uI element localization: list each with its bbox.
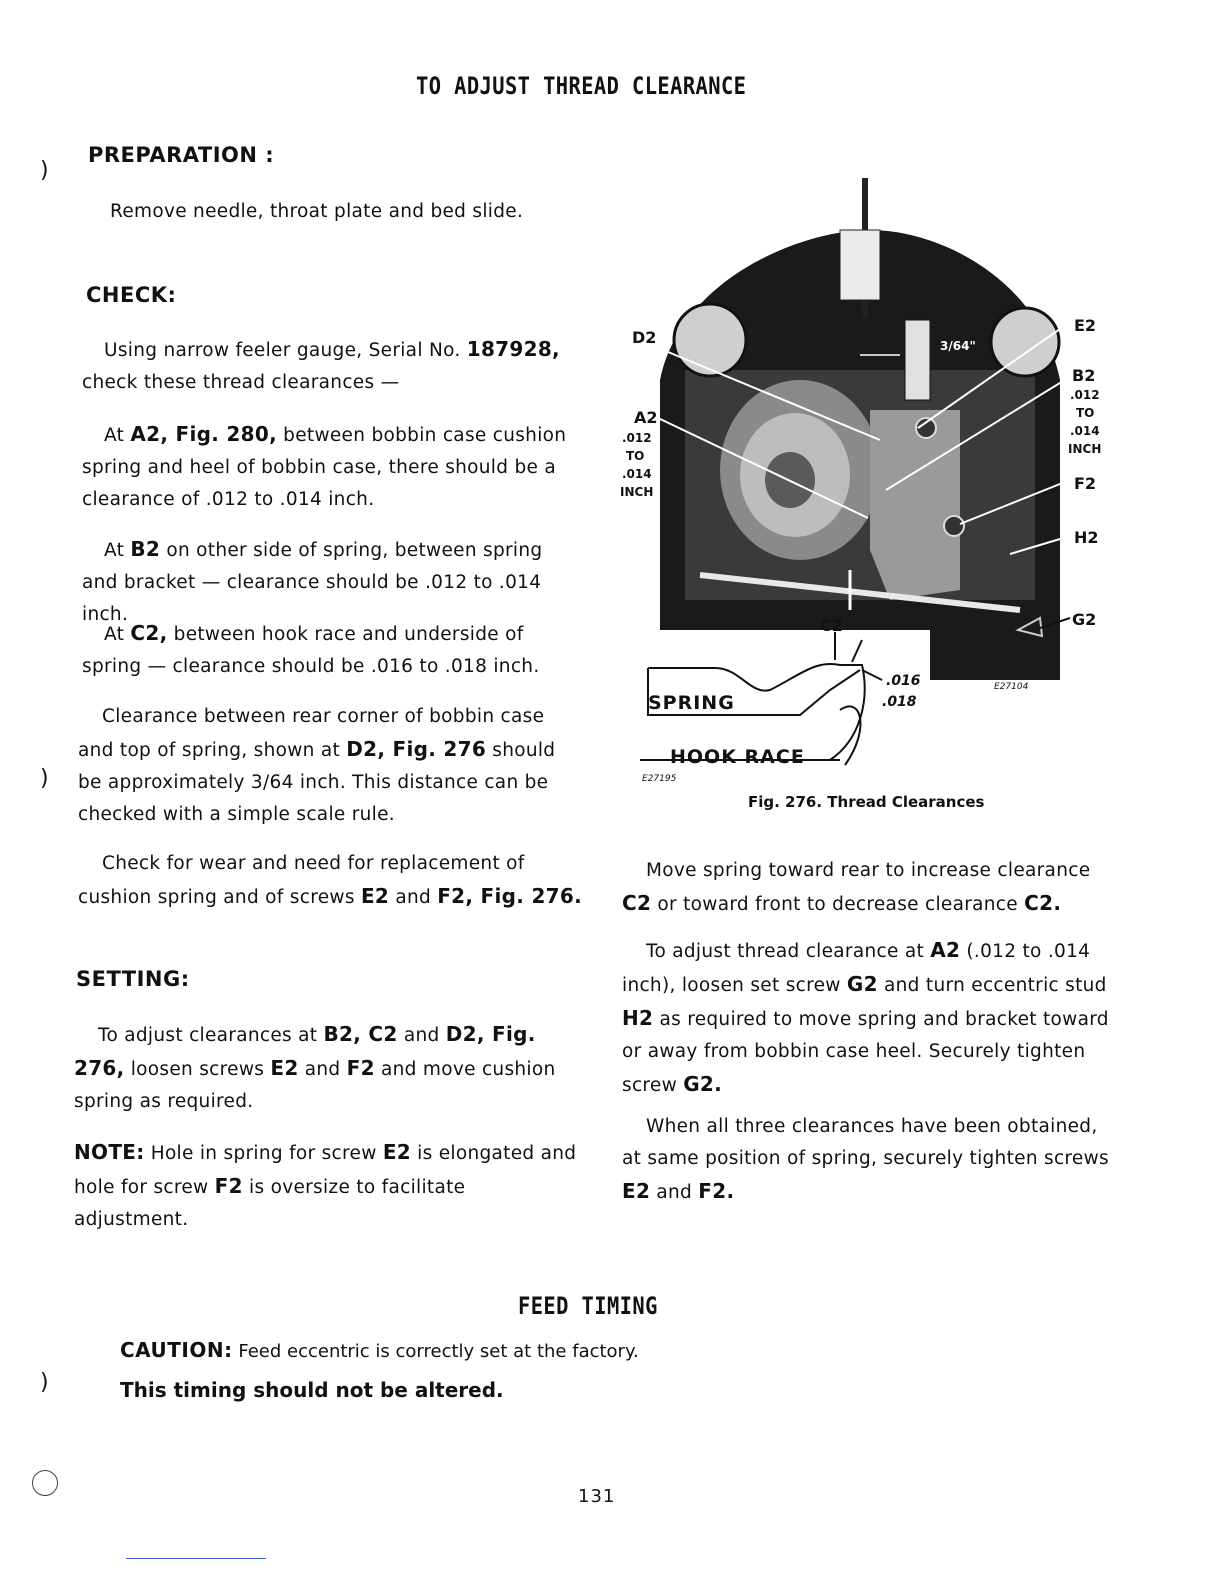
label-d2: D2 [632,328,657,347]
label-code-e27195: E27195 [642,774,677,784]
check-paragraph-1: Using narrow feeler gauge, Serial No. 187928, check these thread clearances — [82,337,560,393]
label-h2: H2 [1074,528,1099,547]
check-paragraph-2: At A2, Fig. 280, between bobbin case cushion spring and heel of bobbin case, there should be a clearance of .012 to .014 inch. [82,422,567,510]
right-paragraph-2: To adjust thread clearance at A2 (.012 to .014 inch), loosen set screw G2 and turn eccentric stud H2 as required to move spring and bracket toward or away from bobbin case heel. Securely tighten screw G2. [622,938,1109,1096]
label-spring: SPRING [648,692,735,714]
label-e2: E2 [1074,316,1097,335]
label-016: .016 [886,673,921,689]
label-a2-to: TO [626,449,645,463]
setting-paragraph: To adjust clearances at B2, C2 and D2, Fig. 276, loosen screws E2 and F2 and move cushion spring as required. [74,1022,556,1112]
label-a2-014: .014 [622,467,652,481]
right-paragraph-3: When all three clearances have been obtained, at same position of spring, securely tighten screws E2 and F2. [622,1116,1109,1203]
timing-warning: This timing should not be altered. [120,1378,504,1402]
label-hook-race: HOOK RACE [670,746,805,768]
caution-label: CAUTION: [120,1338,233,1362]
margin-mark: ) [40,158,49,183]
caution-line: CAUTION: Feed eccentric is correctly set at the factory. [120,1338,639,1362]
check-paragraph-4: At C2, between hook race and underside of spring — clearance should be .016 to .018 inch. [82,621,540,677]
setting-heading: SETTING: [76,967,190,991]
page-number: 131 [578,1486,616,1507]
check-paragraph-3: At B2 on other side of spring, between spring and bracket — clearance should be .012 to .014 inch. [82,537,543,625]
page-title: TO ADJUST THREAD CLEARANCE [416,72,747,100]
margin-mark: ) [40,1370,49,1395]
label-018: .018 [882,694,917,710]
check-paragraph-5: Clearance between rear corner of bobbin case and top of spring, shown at D2, Fig. 276 should be approximately 3/64 inch. This distance can be checked with a simple scale rule. [78,706,556,825]
label-b2-to: TO [1076,406,1095,420]
figure-caption: Fig. 276. Thread Clearances [748,793,985,811]
publisher-seal-icon [32,1470,58,1496]
label-b2-inch: INCH [1068,442,1102,456]
check-paragraph-6: Check for wear and need for replacement of cushion spring and of screws E2 and F2, Fig. 276. [78,853,582,908]
label-code-e27104: E27104 [994,682,1029,692]
label-f2: F2 [1074,474,1097,493]
label-b2-014: .014 [1070,424,1100,438]
preparation-heading: PREPARATION : [88,143,275,167]
label-b2: B2 [1072,366,1096,385]
label-g2: G2 [1072,610,1097,629]
check-heading: CHECK: [86,283,177,307]
label-a2-inch: INCH [620,485,654,499]
label-a2: A2 [634,408,658,427]
preparation-text: Remove needle, throat plate and bed slide. [110,201,524,222]
margin-mark: ) [40,766,49,791]
label-a2-012: .012 [622,431,652,445]
bobbin-photo [644,178,1070,680]
figure-276 [600,170,1120,790]
label-b2-012: .012 [1070,388,1100,402]
right-paragraph-1: Move spring toward rear to increase clearance C2 or toward front to decrease clearance C2. [622,860,1091,915]
setting-note: NOTE: Hole in spring for screw E2 is elongated and hole for screw F2 is oversize to facilitate adjustment. [74,1140,577,1230]
feed-timing-heading: FEED TIMING [518,1292,658,1320]
label-c2: C2 [820,616,843,635]
footer-rule [126,1558,266,1559]
fraction-3-64: 3/64" [940,339,976,353]
note-label: NOTE: [74,1140,145,1164]
